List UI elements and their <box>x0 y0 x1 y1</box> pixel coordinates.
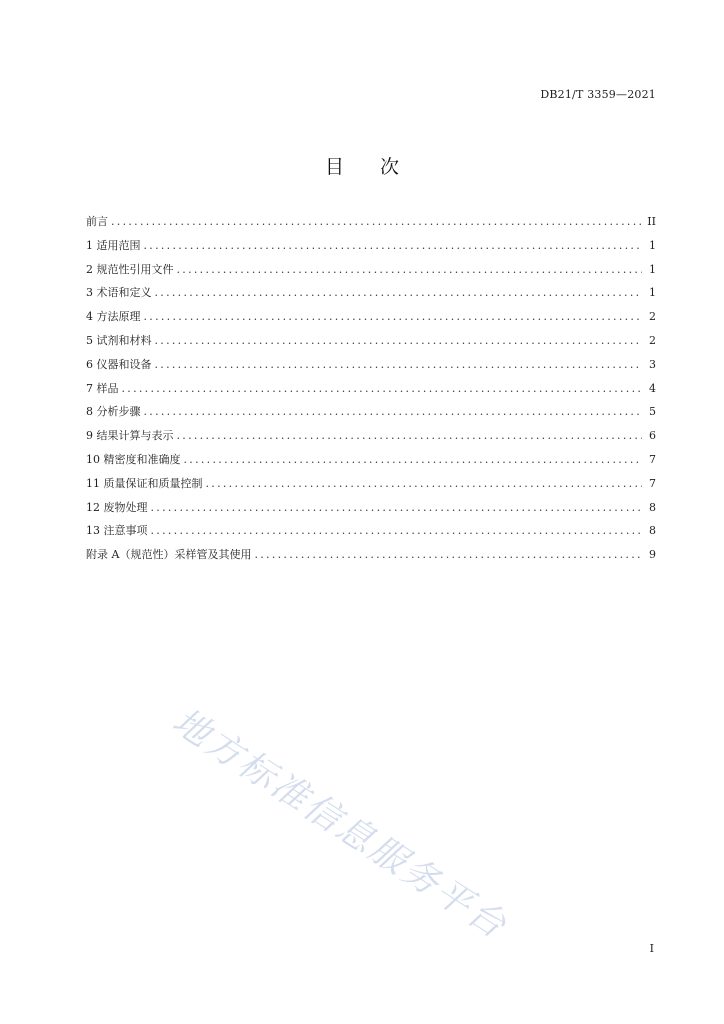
toc-leader-dots <box>151 521 643 541</box>
toc-entry[interactable] <box>86 474 656 498</box>
toc-entry[interactable] <box>86 260 656 284</box>
toc-entry-page: 6 <box>649 429 656 443</box>
toc-entry[interactable] <box>86 331 656 355</box>
toc-entry[interactable] <box>86 498 656 522</box>
toc-leader-dots <box>254 545 642 565</box>
toc-entry-page: 2 <box>649 333 656 347</box>
toc-leader-dots <box>206 474 643 494</box>
toc-entry-label: 9 结果计算与表示 <box>86 429 174 443</box>
toc-leader-dots <box>144 307 643 327</box>
toc-entry[interactable] <box>86 236 656 260</box>
toc-title-part2: 次 <box>380 156 400 178</box>
toc-entry-label: 6 仪器和设备 <box>86 357 152 371</box>
toc-leader-dots <box>155 331 643 351</box>
toc-entry-page: 7 <box>649 476 656 490</box>
toc-list <box>86 212 656 569</box>
toc-entry-page: 8 <box>649 500 656 514</box>
toc-entry-label: 8 分析步骤 <box>86 405 141 419</box>
toc-leader-dots <box>177 426 643 446</box>
toc-entry[interactable] <box>86 212 656 236</box>
toc-entry-page: II <box>647 215 656 228</box>
toc-entry-label: 2 规范性引用文件 <box>86 262 174 276</box>
toc-leader-dots <box>144 402 643 422</box>
toc-entry-label: 前言 <box>86 215 108 228</box>
toc-entry-page: 1 <box>649 262 656 276</box>
toc-entry[interactable] <box>86 283 656 307</box>
toc-leader-dots <box>177 260 643 280</box>
toc-entry-label: 1 适用范围 <box>86 238 141 252</box>
toc-entry-label: 7 样品 <box>86 381 119 395</box>
toc-title-part1: 目 <box>324 156 344 178</box>
toc-entry-label: 5 试剂和材料 <box>86 333 152 347</box>
toc-entry-label: 4 方法原理 <box>86 310 141 324</box>
toc-entry[interactable] <box>86 521 656 545</box>
toc-entry-page: 3 <box>649 357 656 371</box>
toc-entry-label: 3 术语和定义 <box>86 286 152 300</box>
toc-entry-page: 5 <box>649 405 656 419</box>
toc-entry-page: 2 <box>649 310 656 324</box>
standard-code: DB21/T 3359—2021 <box>540 88 656 101</box>
watermark-text: 地方标准信息服务平台 <box>165 700 515 948</box>
toc-entry-page: 1 <box>649 286 656 300</box>
toc-entry[interactable] <box>86 545 656 569</box>
toc-entry[interactable] <box>86 307 656 331</box>
toc-entry[interactable] <box>86 450 656 474</box>
toc-entry-label: 10 精密度和准确度 <box>86 452 181 466</box>
toc-entry[interactable] <box>86 426 656 450</box>
toc-leader-dots <box>122 379 643 399</box>
toc-entry[interactable] <box>86 402 656 426</box>
toc-entry-label: 13 注意事项 <box>86 524 148 538</box>
toc-leader-dots <box>151 498 643 518</box>
toc-entry[interactable] <box>86 379 656 403</box>
toc-entry-page: 8 <box>649 524 656 538</box>
toc-title <box>0 152 724 179</box>
toc-entry[interactable] <box>86 355 656 379</box>
toc-leader-dots <box>184 450 643 470</box>
toc-entry-page: 9 <box>649 548 656 562</box>
toc-entry-page: 4 <box>649 381 656 395</box>
toc-leader-dots <box>155 283 643 303</box>
toc-leader-dots <box>144 236 643 256</box>
toc-entry-label: 11 质量保证和质量控制 <box>86 476 203 490</box>
page-number: I <box>649 942 654 955</box>
toc-entry-label: 12 废物处理 <box>86 500 148 514</box>
toc-entry-page: 1 <box>649 238 656 252</box>
toc-entry-page: 7 <box>649 452 656 466</box>
toc-leader-dots <box>155 355 643 375</box>
toc-leader-dots <box>111 212 642 232</box>
toc-entry-label: 附录 A（规范性）采样管及其使用 <box>86 548 252 562</box>
